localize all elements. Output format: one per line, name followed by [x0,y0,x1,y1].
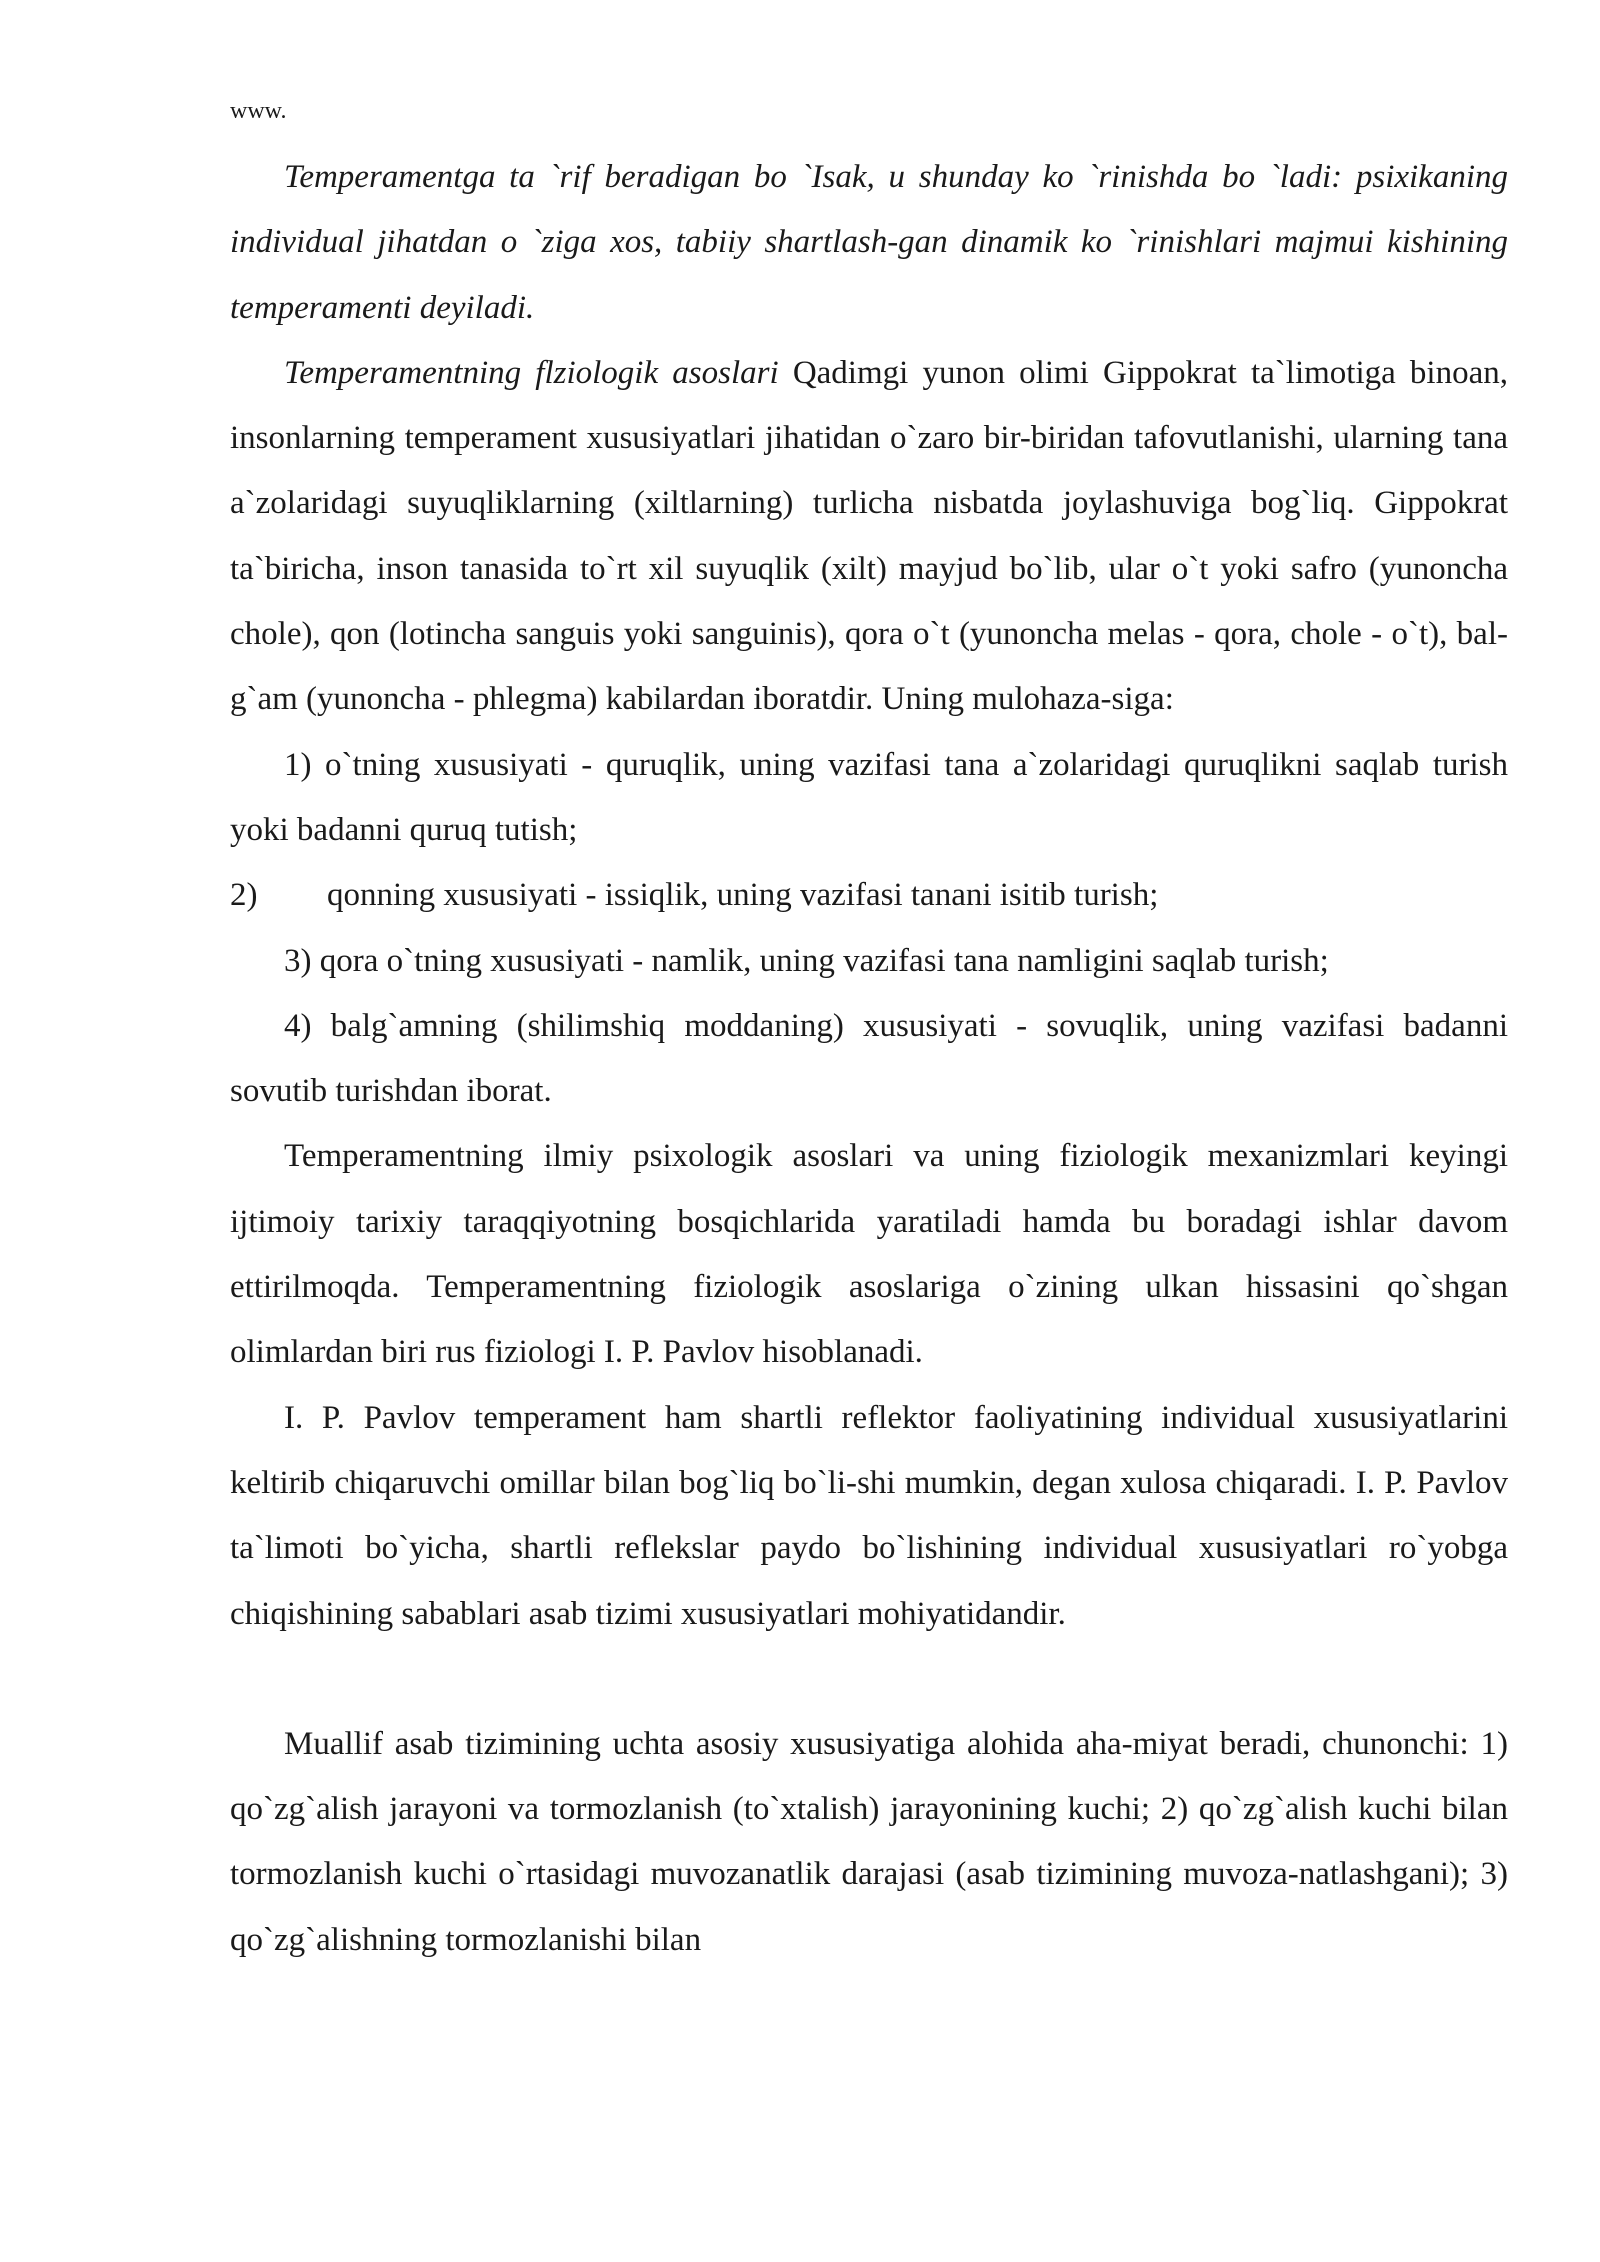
list-item-number: 2) [230,877,258,914]
list-item-1: 1) o`tning xususiyati - quruqlik, uning vazifasi tana a`zolaridagi quruqlikni saqlab turish yoki badanni quruq tutish; [230,746,1508,848]
text-column [230,145,1508,1973]
paragraph-spacer [230,1647,1508,1712]
paragraph-text: Qadimgi yunon olimi Gippokrat ta`limotiga binoan, insonlarning temperament xususiyatlari jihatidan o`zaro bir-biridan tafovutlanishi, ularning tana a`zolaridagi suyuqliklarning (xiltlarning) turlicha nisbatda joylashuviga bog`liq. Gippokrat ta`biricha, inson tanasida to`rt xil suyuqlik (xilt) mayjud bo`lib, ular o`t yoki safro (yunoncha chole), qon (lotincha sanguis yoki sanguinis), qora o`t (yunoncha melas - qora, chole - o`t), bal-g`am (yunoncha - phlegma) kabilardan iboratdir. Uning mulohaza-siga: [230,354,1508,718]
paragraph-pavlov: I. P. Pavlov temperament ham shartli reflektor faoliyatining individual xususiyatlarini keltirib chiqaruvchi omillar bilan bog`liq bo`li-shi mumkin, degan xulosa chiqaradi. I. P. Pavlov ta`limoti bo`yicha, shartli reflekslar paydo bo`lishining individual xususiyatlari ro`yobga chiqishining sabablari asab tizimi xususiyatlari mohiyatidandir. [230,1399,1508,1632]
header-url: www. [230,98,287,124]
list-item-2 [230,863,1508,928]
paragraph-heading: Temperamentning flziologik asoslari [284,354,779,391]
paragraph-definition: Temperamentga ta `rif beradigan bo `Isak, u shunday ko `rinishda bo `ladi: psixikaning individual jihatdan o `ziga xos, tabiiy shartlash-gan dinamik ko `rinishlari majmui kishining temperamenti deyiladi. [230,159,1508,326]
paragraph-nervous-system: Muallif asab tizimining uchta asosiy xususiyatiga alohida aha-miyat beradi, chunonchi: 1) qo`zg`alish jarayoni va tormozlanish (to`xtalish) jarayonining kuchi; 2) qo`zg`alish kuchi bilan tormozlanish kuchi o`rtasidagi muvozanatlik darajasi (asab tizimining muvoza-natlashgani); 3) qo`zg`alishning tormozlanishi bilan [230,1725,1508,1958]
paragraph-scientific-basis: Temperamentning ilmiy psixologik asoslari va uning fiziologik mexanizmlari keyingi ijtimoiy tarixiy taraqqiyotning bosqichlarida yaratiladi hamda bu boradagi ishlar davom ettirilmoqda. Temperamentning fiziologik asoslariga o`zining ulkan hissasini qo`shgan olimlardan biri rus fiziologi I. P. Pavlov hisoblanadi. [230,1138,1508,1371]
paragraph-physiological-basis [230,341,1508,733]
list-item-3: 3) qora o`tning xususiyati - namlik, uning vazifasi tana namligini saqlab turish; [284,942,1329,979]
list-item-text: qonning xususiyati - issiqlik, uning vazifasi tanani isitib turish; [327,877,1159,914]
list-item-4: 4) balg`amning (shilimshiq moddaning) xususiyati - sovuqlik, uning vazifasi badanni sovutib turishdan iborat. [230,1007,1508,1110]
